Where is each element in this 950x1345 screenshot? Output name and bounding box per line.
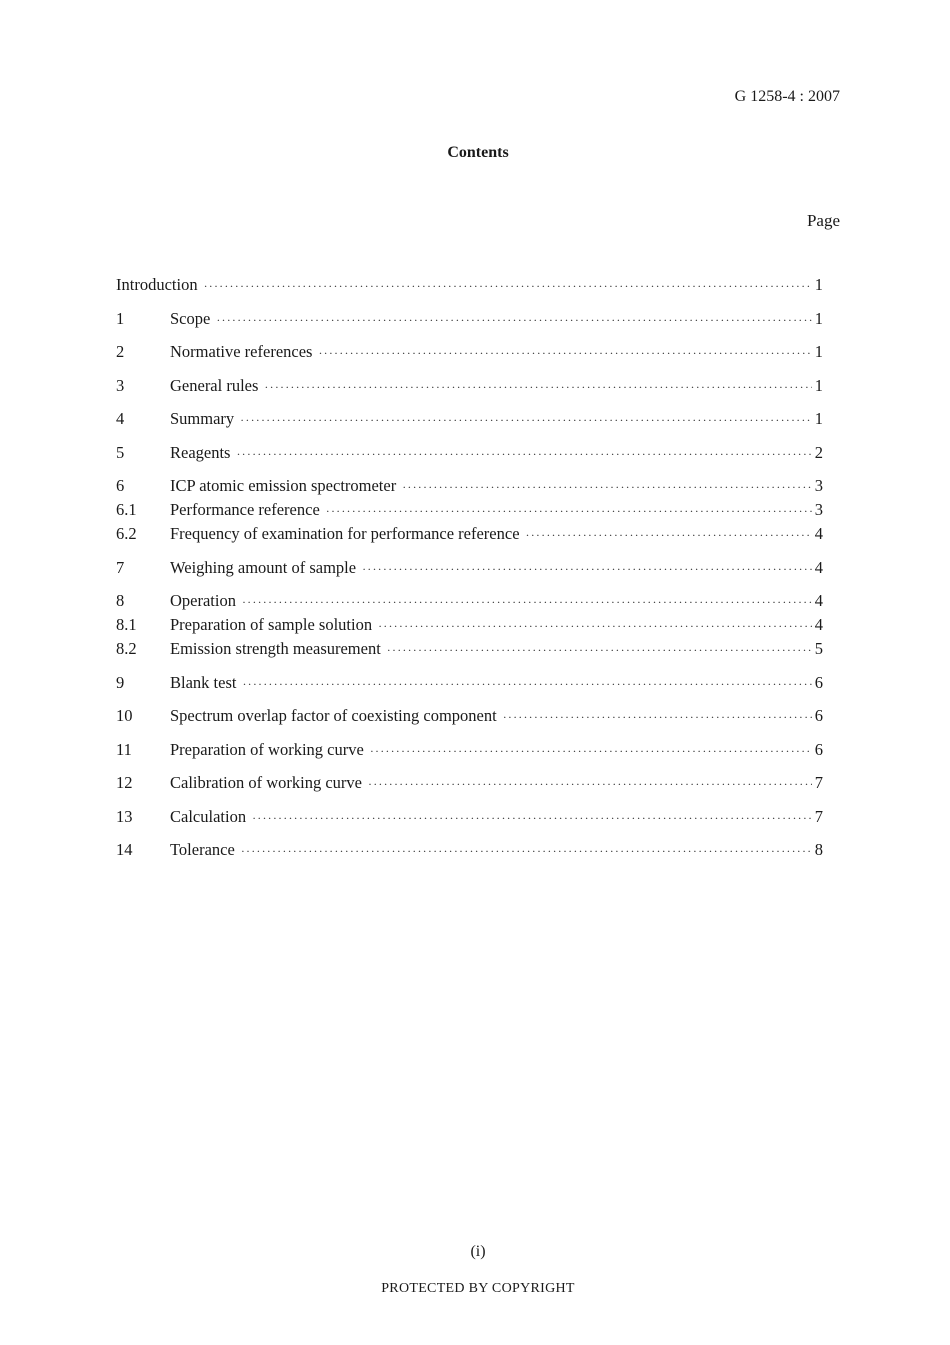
dot-leader bbox=[242, 672, 811, 696]
dot-leader bbox=[503, 705, 812, 729]
toc-number: 8 bbox=[116, 591, 125, 610]
toc-entry-performance-reference[interactable] bbox=[116, 498, 823, 522]
copyright-notice: PROTECTED BY COPYRIGHT bbox=[381, 1281, 575, 1296]
toc-entry-introduction[interactable] bbox=[116, 273, 823, 297]
toc-number: 5 bbox=[116, 442, 125, 462]
toc-page-number: 2 bbox=[814, 442, 823, 462]
toc-number: 2 bbox=[116, 342, 125, 361]
toc-label: Blank test bbox=[170, 672, 237, 692]
toc-number: 10 bbox=[116, 706, 133, 725]
toc-entry-scope[interactable] bbox=[116, 307, 823, 331]
toc-entry-sample-solution[interactable] bbox=[116, 613, 823, 637]
toc-entry-operation[interactable] bbox=[116, 589, 823, 613]
toc-entry-normative-references[interactable] bbox=[116, 340, 823, 364]
toc-page-number: 4 bbox=[814, 557, 823, 577]
toc-page-number: 7 bbox=[814, 806, 823, 826]
toc-entry-frequency-of-examination[interactable] bbox=[116, 522, 823, 546]
dot-leader bbox=[370, 739, 812, 763]
toc-page-number: 1 bbox=[814, 275, 823, 294]
toc-number: 8.1 bbox=[116, 615, 137, 634]
toc-page-number: 6 bbox=[814, 739, 823, 759]
toc-number: 1 bbox=[116, 308, 125, 328]
toc-number: 4 bbox=[116, 409, 125, 428]
page-folio: (i) bbox=[470, 1243, 486, 1260]
toc-entry-summary[interactable] bbox=[116, 407, 823, 431]
toc-number: 8.2 bbox=[116, 639, 137, 658]
dot-leader bbox=[236, 442, 811, 466]
toc-entry-working-curve-calibration[interactable] bbox=[116, 771, 823, 795]
toc-page-number: 3 bbox=[814, 500, 823, 519]
toc-label: Performance reference bbox=[170, 500, 320, 519]
toc-label: Frequency of examination for performance reference bbox=[170, 524, 520, 543]
page-title: Contents bbox=[447, 144, 509, 161]
toc-label: Weighing amount of sample bbox=[170, 557, 357, 577]
dot-leader bbox=[378, 614, 812, 638]
toc-number: 6.1 bbox=[116, 500, 137, 519]
toc-page-number: 5 bbox=[814, 639, 823, 658]
dot-leader bbox=[387, 638, 812, 662]
toc-entry-weighing-amount[interactable] bbox=[116, 556, 823, 580]
toc-entry-working-curve-preparation[interactable] bbox=[116, 738, 823, 762]
toc-label: General rules bbox=[170, 375, 259, 395]
toc-page-number: 4 bbox=[814, 591, 823, 610]
toc-number: 9 bbox=[116, 672, 125, 692]
dot-leader bbox=[362, 557, 812, 581]
toc-number: 3 bbox=[116, 375, 125, 395]
toc-page-number: 1 bbox=[814, 409, 823, 428]
toc-page-number: 6 bbox=[814, 672, 823, 692]
toc-label: Preparation of working curve bbox=[170, 739, 364, 759]
page-column-label: Page bbox=[806, 211, 840, 230]
table-of-contents bbox=[116, 273, 823, 862]
toc-label: Preparation of sample solution bbox=[170, 615, 373, 634]
toc-number: 14 bbox=[116, 840, 133, 859]
dot-leader bbox=[216, 308, 811, 332]
toc-page-number: 1 bbox=[814, 375, 823, 395]
toc-entry-icp-spectrometer[interactable] bbox=[116, 474, 823, 498]
toc-page-number: 4 bbox=[814, 615, 823, 634]
toc-number: 13 bbox=[116, 806, 133, 826]
toc-entry-blank-test[interactable] bbox=[116, 671, 823, 695]
dot-leader bbox=[204, 274, 812, 298]
dot-leader bbox=[326, 499, 812, 523]
toc-entry-spectrum-overlap[interactable] bbox=[116, 704, 823, 728]
toc-entry-calculation[interactable] bbox=[116, 805, 823, 829]
dot-leader bbox=[241, 839, 812, 863]
toc-page-number: 8 bbox=[814, 840, 823, 859]
toc-label: Scope bbox=[170, 308, 211, 328]
toc-label: Operation bbox=[170, 591, 236, 610]
toc-page-number: 3 bbox=[814, 476, 823, 495]
toc-number: 7 bbox=[116, 557, 125, 577]
toc-label: Summary bbox=[170, 409, 235, 428]
toc-label: ICP atomic emission spectrometer bbox=[170, 476, 397, 495]
toc-page-number: 6 bbox=[814, 706, 823, 725]
dot-leader bbox=[264, 375, 811, 399]
toc-label: Spectrum overlap factor of coexisting component bbox=[170, 706, 497, 725]
toc-label: Normative references bbox=[170, 342, 313, 361]
toc-number: 6 bbox=[116, 476, 125, 495]
toc-number: 6.2 bbox=[116, 524, 137, 543]
toc-label: Emission strength measurement bbox=[170, 639, 381, 658]
dot-leader bbox=[402, 475, 812, 499]
dot-leader bbox=[240, 408, 812, 432]
toc-label: Reagents bbox=[170, 442, 231, 462]
toc-page-number: 7 bbox=[814, 773, 823, 792]
dot-leader bbox=[318, 341, 811, 365]
toc-page-number: 1 bbox=[814, 342, 823, 361]
toc-entry-emission-strength[interactable] bbox=[116, 637, 823, 661]
toc-label: Introduction bbox=[116, 275, 198, 294]
dot-leader bbox=[526, 523, 812, 547]
toc-page-number: 1 bbox=[814, 308, 823, 328]
dot-leader bbox=[252, 806, 812, 830]
dot-leader bbox=[368, 772, 812, 796]
toc-label: Tolerance bbox=[170, 840, 235, 859]
toc-page-number: 4 bbox=[814, 524, 823, 543]
toc-number: 11 bbox=[116, 739, 132, 759]
toc-entry-reagents[interactable] bbox=[116, 441, 823, 465]
toc-entry-tolerance[interactable] bbox=[116, 838, 823, 862]
toc-number: 12 bbox=[116, 773, 133, 792]
toc-label: Calibration of working curve bbox=[170, 773, 362, 792]
toc-label: Calculation bbox=[170, 806, 247, 826]
document-id: G 1258-4 : 2007 bbox=[734, 88, 840, 105]
dot-leader bbox=[242, 590, 812, 614]
toc-entry-general-rules[interactable] bbox=[116, 374, 823, 398]
